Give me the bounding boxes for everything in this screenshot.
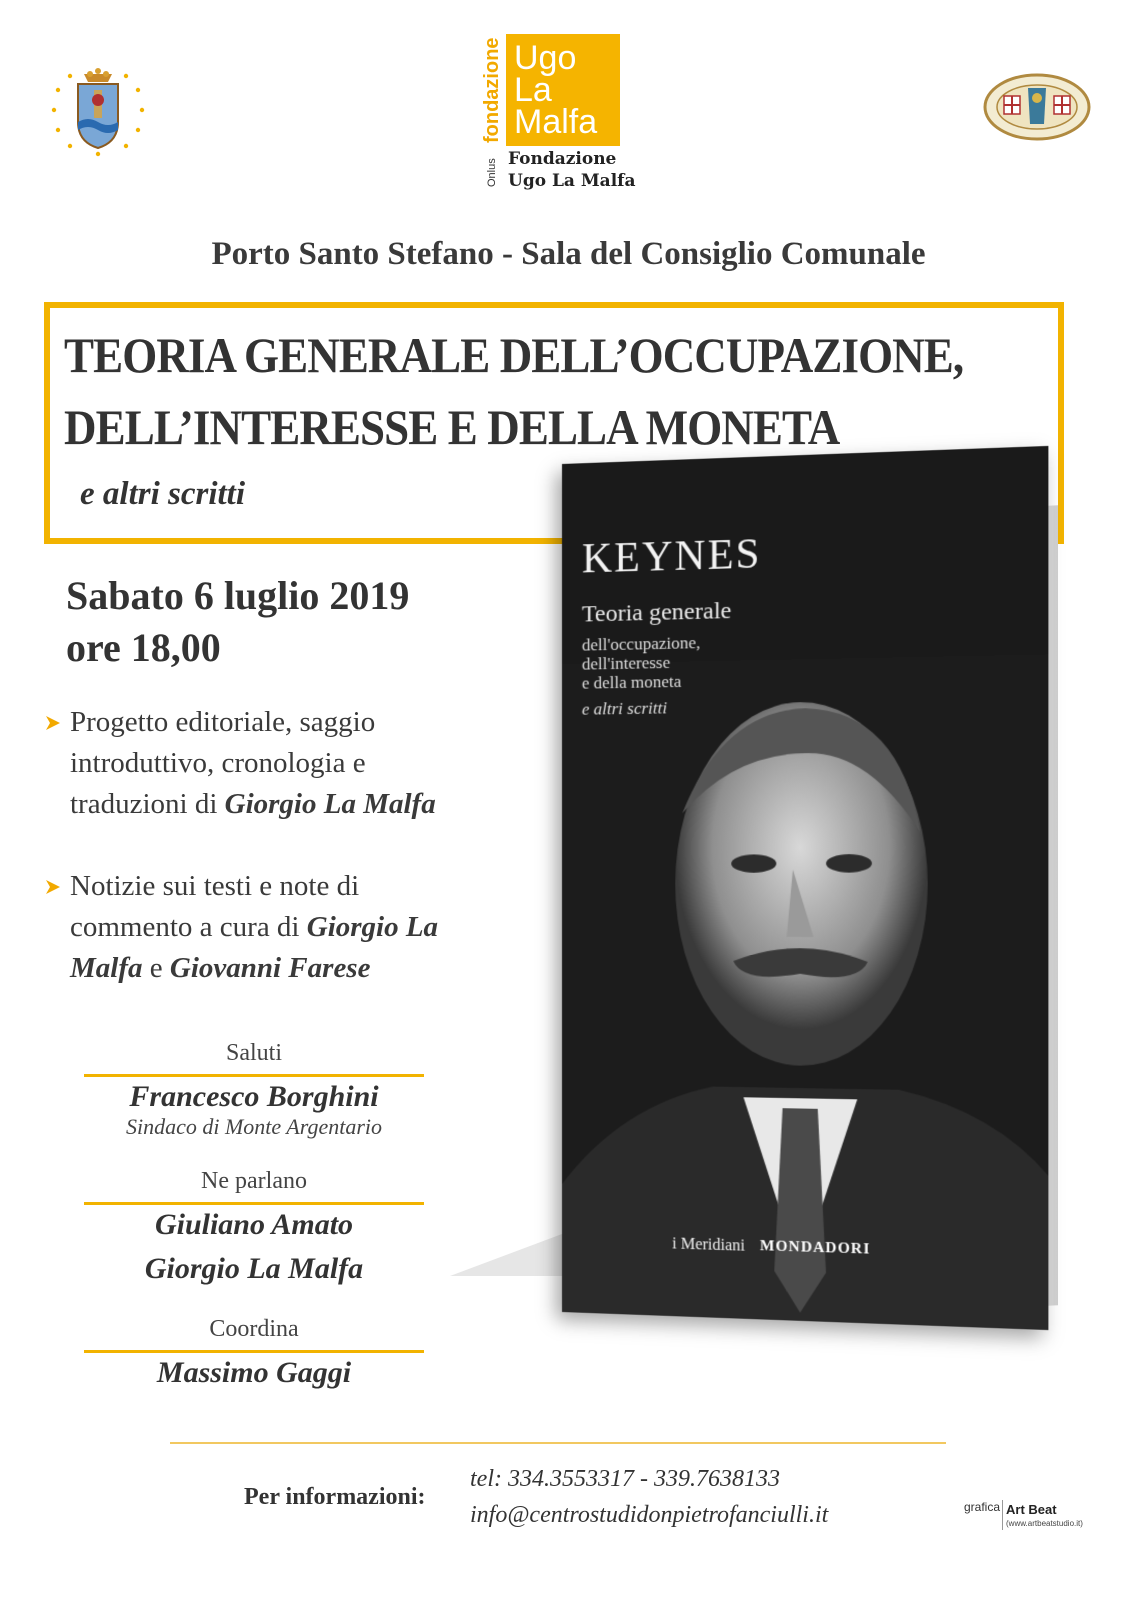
bullet-line: traduzioni di [70, 788, 225, 820]
logo-box-line: Malfa [514, 103, 598, 141]
book-title: Teoria generale [581, 597, 732, 628]
seal-icon [982, 72, 1092, 142]
book-subtitle [582, 633, 701, 693]
bullet-text [70, 702, 564, 825]
credit-label: grafica [964, 1500, 1001, 1514]
speaker-role: Sindaco di Monte Argentario [125, 1114, 383, 1139]
speaker-name: Giorgio La Malfa [144, 1252, 364, 1285]
author-portrait [562, 654, 1048, 1330]
info-email[interactable]: info@centrostudidonpietrofanciulli.it [470, 1502, 829, 1528]
municipal-crest-icon [48, 60, 148, 160]
talks-label: Ne parlano [201, 1168, 307, 1194]
bullet-text [70, 866, 564, 989]
speaker-name: Francesco Borghini [129, 1080, 379, 1113]
book-extra: e altri scritti [581, 698, 668, 719]
author-name: Giovanni Farese [169, 952, 371, 984]
speaker-name: Giuliano Amato [154, 1208, 354, 1241]
footer-divider [170, 1442, 946, 1444]
event-datetime [66, 570, 409, 674]
logo-name-line: Ugo La Malfa [508, 171, 636, 191]
bullet-editorial [44, 702, 564, 825]
author-name: Giorgio La Malfa [224, 788, 436, 820]
divider [84, 1350, 424, 1353]
venue: Porto Santo Stefano - Sala del Consiglio Comunale [211, 236, 926, 272]
conjunction: e [142, 952, 170, 984]
bullet-line: commento a cura di [70, 911, 307, 943]
book-subtitle-line: e della moneta [581, 671, 682, 693]
bullet-line: introduttivo, cronologia e [70, 747, 366, 779]
book-subtitle-line: dell'interesse [581, 652, 671, 674]
title-line-1: TEORIA GENERALE DELL’OCCUPAZIONE, [64, 327, 964, 383]
logo-box-line: La [514, 71, 552, 109]
book-series: i Meridiani [672, 1235, 746, 1255]
book-subtitle-line: dell'occupazione, [581, 632, 701, 655]
bullet-notes [44, 866, 564, 989]
moderator-label: Coordina [209, 1316, 299, 1342]
logo-box-line: Ugo [514, 39, 577, 77]
logo-box [506, 34, 620, 146]
info-phone: tel: 334.3553317 - 339.7638133 [470, 1466, 780, 1492]
bullet-line: Progetto editoriale, saggio [70, 706, 376, 738]
author-name: Giorgio La [306, 911, 439, 943]
credit-url: (www.artbeatstudio.it) [1006, 1519, 1083, 1528]
logo-name-line: Fondazione [508, 149, 617, 169]
chevron-right-icon [44, 878, 62, 896]
bullet-line: Notizie sui testi e note di [70, 870, 360, 902]
book-author: KEYNES [581, 530, 762, 583]
logo-onlus: Onlus [486, 158, 498, 188]
greetings-label: Saluti [225, 1040, 282, 1066]
book-cover [562, 446, 1048, 1330]
divider [84, 1074, 424, 1077]
author-name: Malfa [70, 952, 143, 984]
logo-vertical-word: fondazione [481, 37, 503, 143]
credit-separator [1002, 1500, 1003, 1530]
info-label: Per informazioni: [244, 1484, 426, 1510]
speaker-name: Massimo Gaggi [156, 1356, 352, 1389]
credit-brand: Art Beat [1006, 1502, 1057, 1517]
event-time: ore 18,00 [66, 625, 221, 670]
title-subtitle: e altri scritti [80, 476, 245, 512]
event-date: Sabato 6 luglio 2019 [66, 573, 410, 618]
logo-name [508, 148, 635, 192]
divider [84, 1202, 424, 1205]
book-publisher: MONDADORI [759, 1237, 871, 1258]
title-line-2: DELL’INTERESSE E DELLA MONETA [64, 399, 840, 455]
chevron-right-icon [44, 714, 62, 732]
foundation-logo [480, 34, 670, 204]
